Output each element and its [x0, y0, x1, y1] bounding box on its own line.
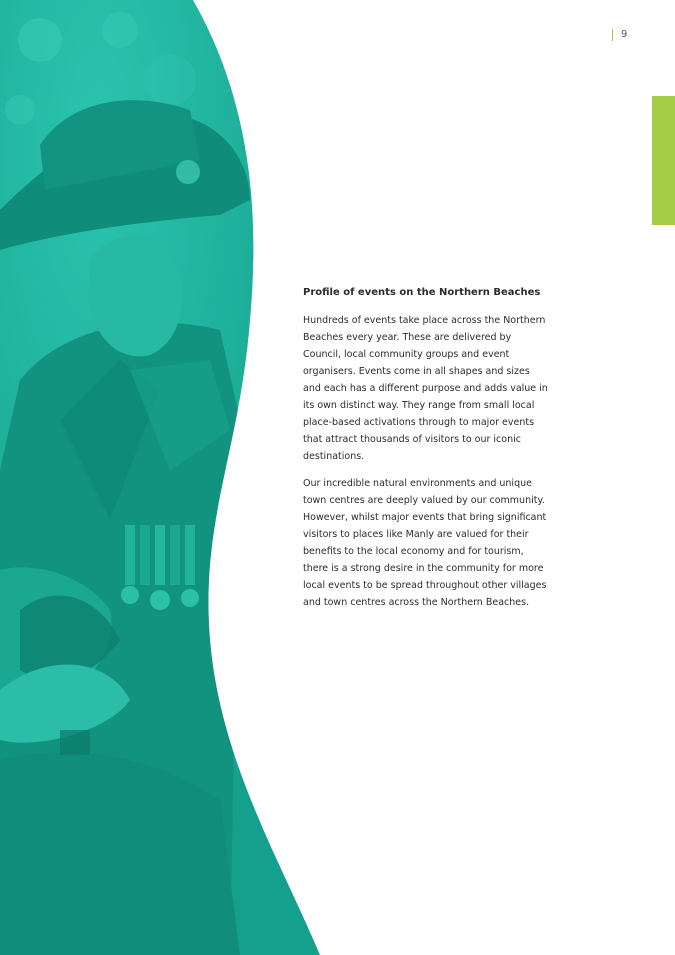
page-number-area: [612, 29, 627, 41]
soldier-photo: [0, 0, 330, 955]
article-paragraph: Our incredible natural environments and unique town centres are deeply valued by our community. However, whilst major events that bring significant visitors to places like Manly are valued for their benefits to the local economy and for tourism, there is a strong desire in the community for more local events to be spread throughout other villages and town centres across the Northern Beaches.: [303, 478, 547, 608]
article-paragraph: Hundreds of events take place across the Northern Beaches every year. These are delivered by Council, local community groups and event organisers. Events come in all shapes and sizes and each has a different purpose and adds value in its own distinct way. They range from small local place-based activations through to major events that attract thousands of visitors to our iconic destinations.: [303, 315, 548, 462]
article-body: [303, 286, 548, 621]
article-heading: Profile of events on the Northern Beaches: [303, 287, 541, 298]
side-tab: [652, 96, 675, 225]
page-number-divider: [612, 29, 613, 41]
page-number: 9: [621, 29, 628, 40]
